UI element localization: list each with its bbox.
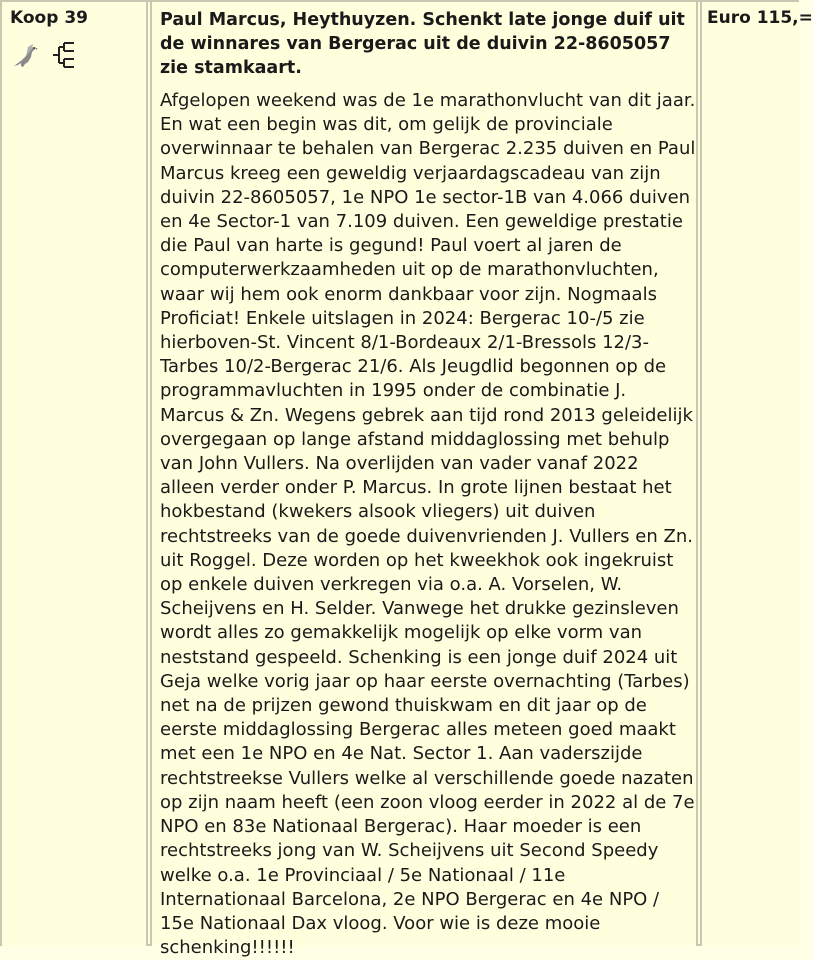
lot-price: Euro 115,=: [707, 8, 813, 28]
pedigree-icon[interactable]: [50, 40, 78, 70]
lot-title: Paul Marcus, Heythuyzen. Schenkt late jonge duif uit de winnares van Bergerac uit de duivin 22-8605057 zie stamkaart.: [160, 10, 685, 78]
pigeon-icon[interactable]: [12, 40, 40, 70]
lot-number: Koop 39: [10, 8, 88, 28]
lot-description: Afgelopen weekend was de 1e marathonvlucht van dit jaar. En wat een begin was dit, om gelijk de provinciale overwinnaar te behalen van Bergerac 2.235 duiven en Paul Marcus kreeg een geweldig verjaardagscadeau van zijn duivin 22-8605057, 1e NPO 1e sector-1B van 4.066 duiven en 4e Sector-1 van 7.109 duiven. Een geweldige prestatie die Paul van harte is gegund! Paul voert al jaren de computerwerkzaamheden uit op de marathonvluchten, waar wij hem ook enorm dankbaar voor zijn. Nogmaals Proficiat! Enkele uitslagen in 2024: Bergerac 10-/5 zie hierboven-St. Vincent 8/1-Bordeaux 2/1-Bressols 12/3-Tarbes 10/2-Bergerac 21/6. Als Jeugdlid begonnen op de programmavluchten in 1995 onder de combinatie J. Marcus & Zn. Wegens gebrek aan tijd rond 2013 geleidelijk overgegaan op lange afstand middaglossing met behulp van John Vullers. Na overlijden van vader vanaf 2022 alleen verder onder P. Marcus. In grote lijnen bestaat het hokbestand (kwekers alsook vliegers) uit duiven rechtstreeks van de goede duivenvrienden J. Vullers en Zn. uit Roggel. Deze worden op het kweekhok ook ingekruist op enkele duiven verkregen via o.a. A. Vorselen, W. Scheijvens en H. Selder. Vanwege het drukke gezinsleven wordt alles zo gemakkelijk mogelijk op elke vorm van neststand gespeeld. Schenking is een jonge duif 2024 uit Geja welke vorig jaar op haar eerste overnachting (Tarbes) net na de prijzen gewond thuiskwam en dit jaar op de eerste middaglossing Bergerac alles meteen goed maakt met een 1e NPO en 4e Nat. Sector 1. Aan vaderszijde rechtstreekse Vullers welke al verschillende goede nazaten op zijn naam heeft (een zoon vloog eerder in 2022 al de 7e NPO en 83e Nationaal Bergerac). Haar moeder is een rechtstreeks jong van W. Scheijvens uit Second Speedy welke o.a. 1e Provinciaal / 5e Nationaal / 11e Internationaal Barcelona, 2e NPO Bergerac en 4e NPO / 15e Nationaal Dax vloog. Voor wie is deze mooie schenking!!!!!!: [160, 90, 696, 959]
price-column: [700, 2, 813, 946]
description-column: [150, 2, 698, 959]
lot-column: [2, 2, 148, 946]
lot-icons: [12, 40, 78, 70]
